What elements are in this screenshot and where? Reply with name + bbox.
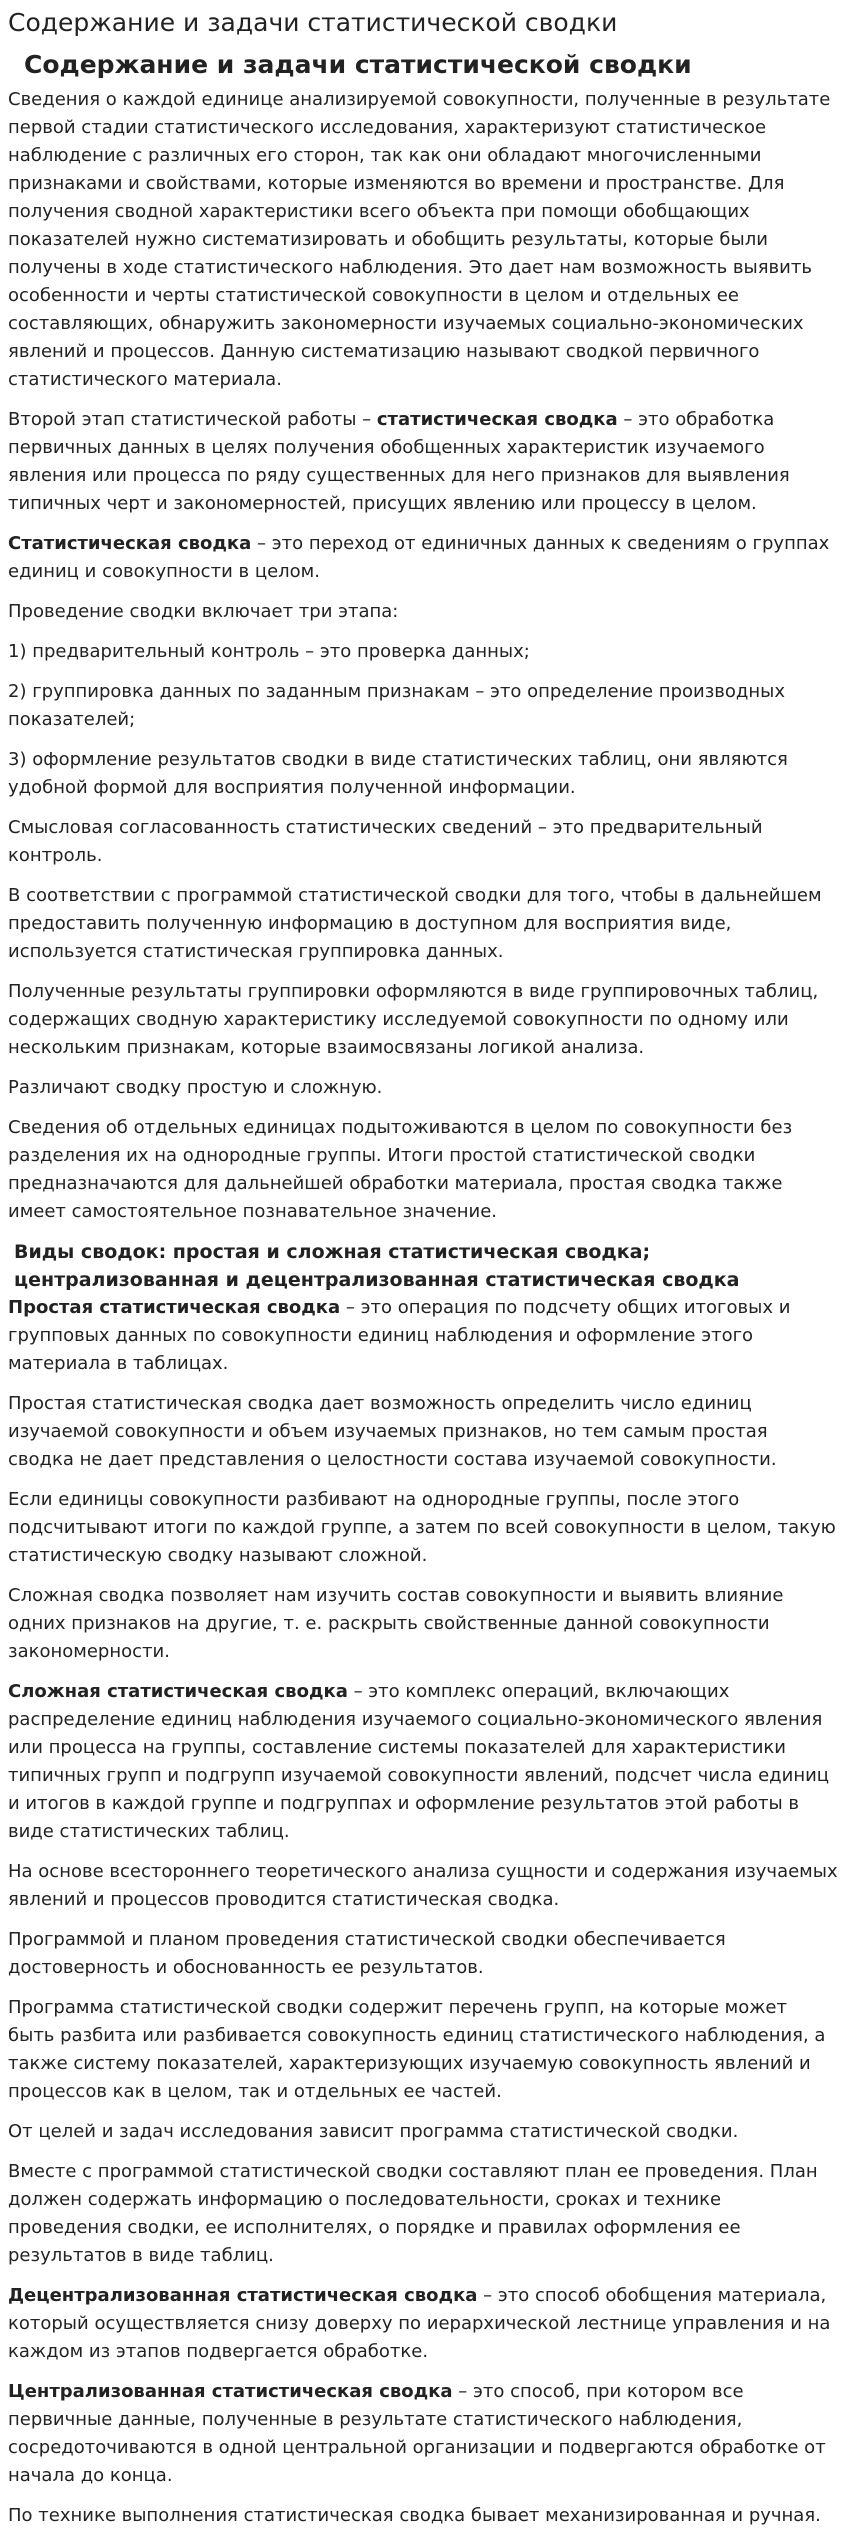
paragraph-text: – это способ обобщения материала, который осуществляется снизу доверху по иерархической лестнице управления и на каждом из этапов подвергается обработке.	[8, 2285, 831, 2362]
paragraph-text: – это комплекс операций, включающих распределение единиц наблюдения изучаемого социально-экономического явления или процесса на группы, составление системы показателей для характеристики типичных групп и подгрупп изучаемой совокупности явлений, подсчет числа единиц и итогов в каждой группе и подгруппах и оформление результатов этой работы в виде статистических таблиц.	[8, 1681, 830, 1842]
paragraph: Если единицы совокупности разбивают на однородные группы, после этого подсчитывают итоги по каждой группе, а затем по всей совокупности в целом, такую статистическую сводку называют сложной.	[8, 1489, 836, 1566]
paragraph: 3) оформление результатов сводки в виде статистических таблиц, они являются удобной формой для восприятия полученной информации.	[8, 749, 788, 798]
term-definition: Простая статистическая сводка	[8, 1297, 341, 1318]
section-heading: Содержание и задачи статистической сводки	[24, 50, 692, 79]
term-definition: Централизованная статистическая сводка	[8, 2381, 453, 2402]
paragraph-text: – это способ, при котором все первичные данные, полученные в результате статистического наблюдения, сосредоточиваются в одной центральной организации и подвергаются обработке от начала до конца.	[8, 2381, 826, 2486]
paragraph: Различают сводку простую и сложную.	[8, 1077, 383, 1098]
subsection-heading: Виды сводок: простая и сложная статистическая сводка; централизованная и децентрализованная статистическая сводка	[14, 1241, 740, 1291]
paragraph: Проведение сводки включает три этапа:	[8, 601, 399, 622]
paragraph	[8, 530, 839, 586]
term-definition: статистическая сводка	[376, 409, 618, 430]
term-definition: Статистическая сводка	[8, 533, 252, 554]
paragraph	[8, 406, 839, 518]
paragraph: Вместе с программой статистической сводки составляют план ее проведения. План должен содержать информацию о последовательности, сроках и технике проведения сводки, ее исполнителях, о порядке и правилах оформления ее результатов в виде таблиц.	[8, 2161, 818, 2266]
paragraph: На основе всестороннего теоретического анализа сущности и содержания изучаемых явлений и процессов проводится статистическая сводка.	[8, 1861, 838, 1910]
paragraph: Программой и планом проведения статистической сводки обеспечивается достоверность и обоснованность ее результатов.	[8, 1929, 726, 1978]
paragraph-text: – это обработка первичных данных в целях получения обобщенных характеристик изучаемого явления или процесса по ряду существенных для него признаков для выявления типичных черт и закономерностей, присущих явлению или процессу в целом.	[8, 409, 790, 514]
paragraph: Простая статистическая сводка дает возможность определить число единиц изучаемой совокупности и объем изучаемых признаков, но тем самым простая сводка не дает представления о целостности состава изучаемой совокупности.	[8, 1393, 777, 1470]
paragraph: По технике выполнения статистическая сводка бывает механизированная и ручная.	[8, 2505, 821, 2526]
paragraph	[8, 1294, 839, 1378]
term-definition: Децентрализованная статистическая сводка	[8, 2285, 478, 2306]
paragraph-text: Второй этап статистической работы –	[8, 409, 377, 430]
paragraph: В соответствии с программой статистической сводки для того, чтобы в дальнейшем предоставить полученную информацию в доступном для восприятия виде, используется статистическая группировка данных.	[8, 885, 822, 962]
paragraph	[8, 2378, 839, 2490]
paragraph	[8, 1678, 839, 1846]
paragraph: 1) предварительный контроль – это проверка данных;	[8, 641, 530, 662]
page-title: Содержание и задачи статистической сводки	[8, 8, 618, 37]
paragraph-text: – это операция по подсчету общих итоговых и групповых данных по совокупности единиц наблюдения и оформление этого материала в таблицах.	[8, 1297, 791, 1374]
paragraph: 2) группировка данных по заданным признакам – это определение производных показателей;	[8, 681, 785, 730]
paragraph: От целей и задач исследования зависит программа статистической сводки.	[8, 2121, 739, 2142]
paragraph: Сведения об отдельных единицах подытоживаются в целом по совокупности без разделения их на однородные группы. Итоги простой статистической сводки предназначаются для дальнейшей обработки материала, простая сводка также имеет самостоятельное познавательное значение.	[8, 1117, 793, 1222]
paragraph: Полученные результаты группировки оформляются в виде группировочных таблиц, содержащих сводную характеристику исследуемой совокупности по одному или нескольким признакам, которые взаимосвязаны логикой анализа.	[8, 981, 819, 1058]
paragraph: Сведения о каждой единице анализируемой совокупности, полученные в результате первой стадии статистического исследования, характеризуют статистическое наблюдение с различных его сторон, так как они обладают многочисленными признаками и свойствами, которые изменяются во времени и пространстве. Для получения сводной характеристики всего объекта при помощи обобщающих показателей нужно систематизировать и обобщить результаты, которые были получены в ходе статистического наблюдения. Это дает нам возможность выявить особенности и черты статистической совокупности в целом и отдельных ее составляющих, обнаружить закономерности изучаемых социально-экономических явлений и процессов. Данную систематизацию называют сводкой первичного статистического материала.	[8, 89, 831, 390]
paragraph: Сложная сводка позволяет нам изучить состав совокупности и выявить влияние одних признаков на другие, т. е. раскрыть свойственные данной совокупности закономерности.	[8, 1585, 784, 1662]
paragraph: Программа статистической сводки содержит перечень групп, на которые может быть разбита или разбивается совокупность единиц статистического наблюдения, а также систему показателей, характеризующих изучаемую совокупность явлений и процессов как в целом, так и отдельных ее частей.	[8, 1997, 826, 2102]
term-definition: Сложная статистическая сводка	[8, 1681, 348, 1702]
section-content	[8, 86, 839, 1226]
paragraph-text: – это переход от единичных данных к сведениям о группах единиц и совокупности в целом.	[8, 533, 830, 582]
paragraph	[8, 2282, 839, 2366]
paragraph: Смысловая согласованность статистических сведений – это предварительный контроль.	[8, 817, 763, 866]
subsection-content	[8, 1294, 839, 2530]
